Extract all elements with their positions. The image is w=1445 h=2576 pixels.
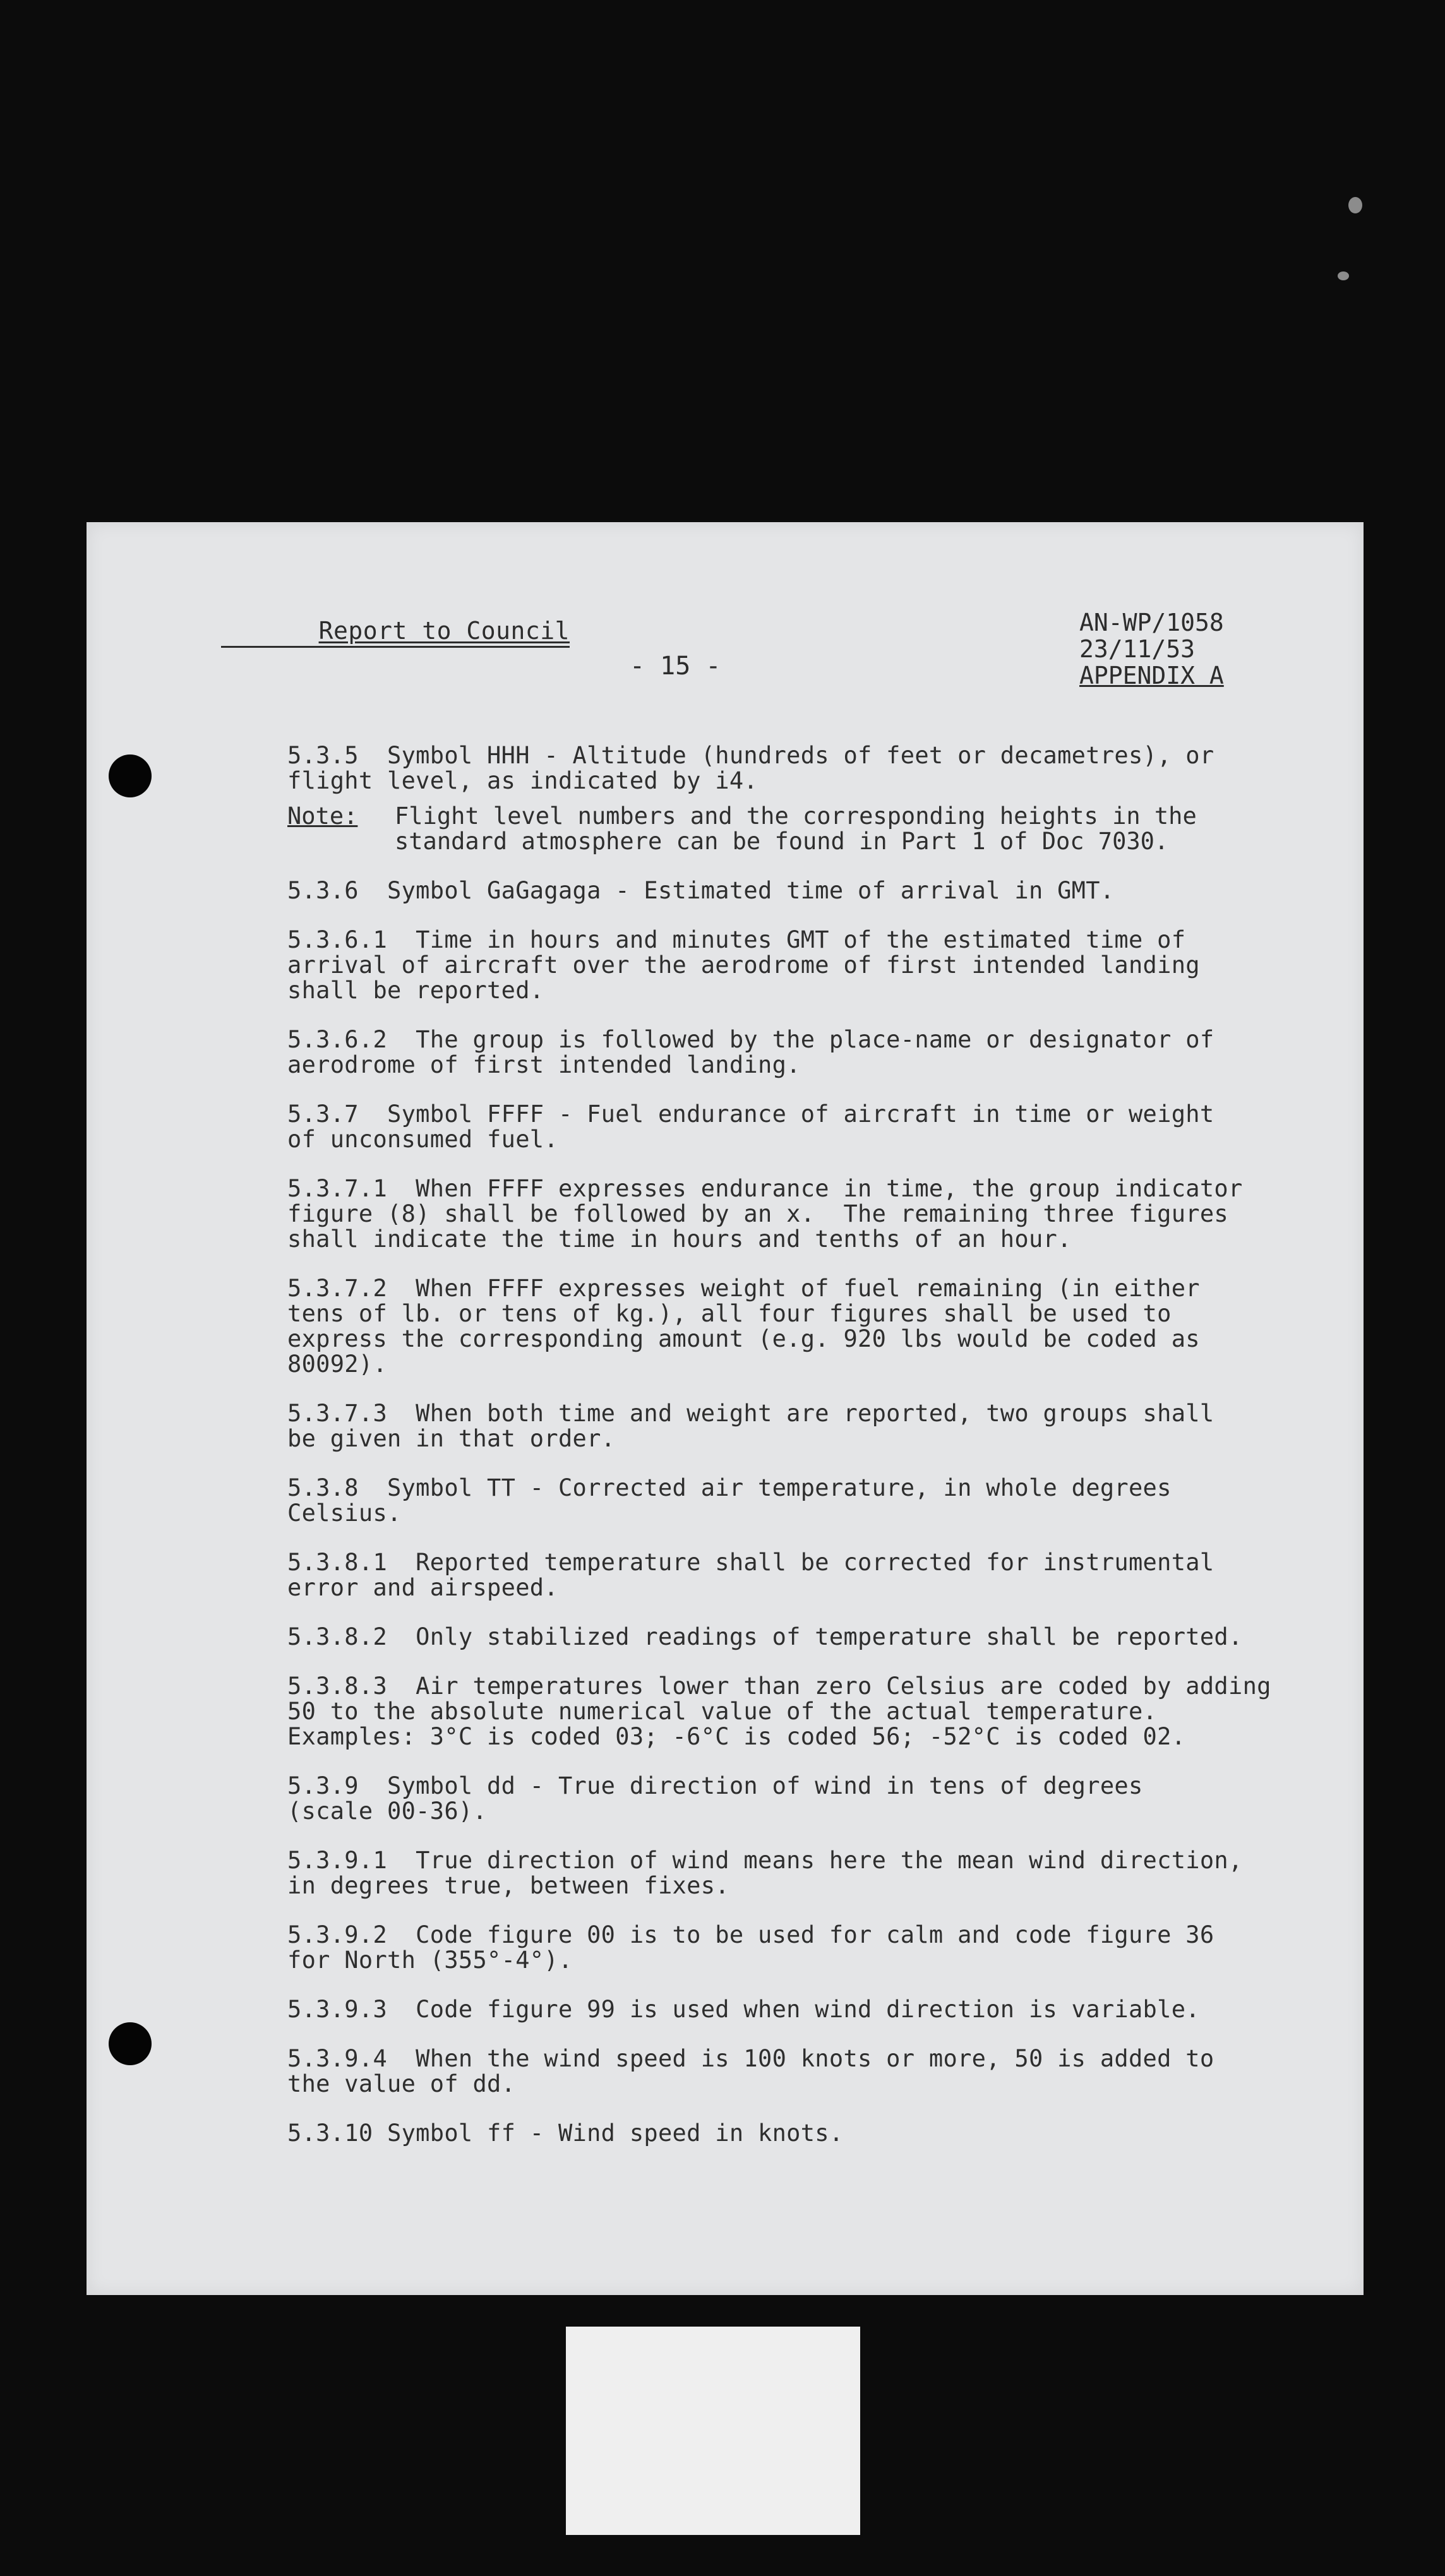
paragraph-5-3-9: 5.3.9 Symbol dd - True direction of wind in tens of degrees (scale 00-36). [287, 1772, 1143, 1825]
paragraph-5-3-7: 5.3.7 Symbol FFFF - Fuel endurance of aircraft in time or weight of unconsumed fuel. [287, 1100, 1214, 1153]
paragraph-5-3-8-2: 5.3.8.2 Only stabilized readings of temperature shall be reported. [287, 1623, 1243, 1650]
film-speck [1348, 197, 1362, 213]
paragraph-5-3-7-2: 5.3.7.2 When FFFF expresses weight of fuel remaining (in either tens of lb. or tens of kg.), all four figures shall be used to express the corresponding amount (e.g. 920 lbs would be coded as 80092). [287, 1275, 1200, 1378]
page-number: - 15 - [630, 652, 721, 681]
paragraph-5-3-5: 5.3.5 Symbol HHH - Altitude (hundreds of feet or decametres), or flight level, as indicated by i4. [287, 742, 1214, 794]
paragraph-5-3-8: 5.3.8 Symbol TT - Corrected air temperature, in whole degrees Celsius. [287, 1474, 1172, 1527]
film-speck [1338, 271, 1349, 280]
paragraph-5-3-6-1: 5.3.6.1 Time in hours and minutes GMT of the estimated time of arrival of aircraft over the aerodrome of first intended landing shall be reported. [287, 926, 1200, 1004]
paragraph-5-3-8-1: 5.3.8.1 Reported temperature shall be corrected for instrumental error and airspeed. [287, 1549, 1214, 1601]
paragraph-5-3-6: 5.3.6 Symbol GaGagaga - Estimated time of arrival in GMT. [287, 877, 1115, 904]
paragraph-5-3-7-1: 5.3.7.1 When FFFF expresses endurance in time, the group indicator figure (8) shall be followed by an x. The remaining three figures shall indicate the time in hours and tenths of an hour. [287, 1175, 1243, 1253]
doc-ref: AN-WP/1058 [1079, 609, 1224, 636]
document-body [287, 743, 1329, 2170]
paragraph-5-3-6-2: 5.3.6.2 The group is followed by the place-name or designator of aerodrome of first intended landing. [287, 1026, 1214, 1078]
paragraph-5-3-9-1: 5.3.9.1 True direction of wind means here the mean wind direction, in degrees true, between fixes. [287, 1847, 1243, 1899]
paragraph-5-3-9-4: 5.3.9.4 When the wind speed is 100 knots or more, 50 is added to the value of dd. [287, 2045, 1214, 2097]
paragraph-5-3-7-3: 5.3.7.3 When both time and weight are reported, two groups shall be given in that order. [287, 1400, 1214, 1452]
paragraph-5-3-8-3: 5.3.8.3 Air temperatures lower than zero Celsius are coded by adding 50 to the absolute numerical value of the actual temperature. Examples: 3°C is coded 03; -6°C is coded 56; -52°C is coded 02. [287, 1673, 1271, 1750]
note-label: Note: [287, 802, 358, 830]
document-reference [1079, 609, 1224, 689]
appendix-label: APPENDIX A [1079, 662, 1224, 689]
paragraph-5-3-9-3: 5.3.9.3 Code figure 99 is used when wind direction is variable. [287, 1996, 1200, 2023]
paragraph-5-3-9-2: 5.3.9.2 Code figure 00 is to be used for calm and code figure 36 for North (355°-4°). [287, 1921, 1214, 1974]
punch-hole-bottom [109, 2022, 152, 2065]
doc-date: 23/11/53 [1079, 635, 1196, 663]
paragraph-5-3-10: 5.3.10 Symbol ff - Wind speed in knots. [287, 2120, 844, 2147]
white-paper-slip [566, 2327, 860, 2535]
note-block [287, 804, 1329, 854]
punch-hole-top [109, 754, 152, 797]
document-page [87, 522, 1364, 2295]
note-text: Flight level numbers and the corresponding heights in the standard atmosphere can be found in Part 1 of Doc 7030. [395, 802, 1197, 855]
report-title: Report to Council [221, 617, 570, 648]
